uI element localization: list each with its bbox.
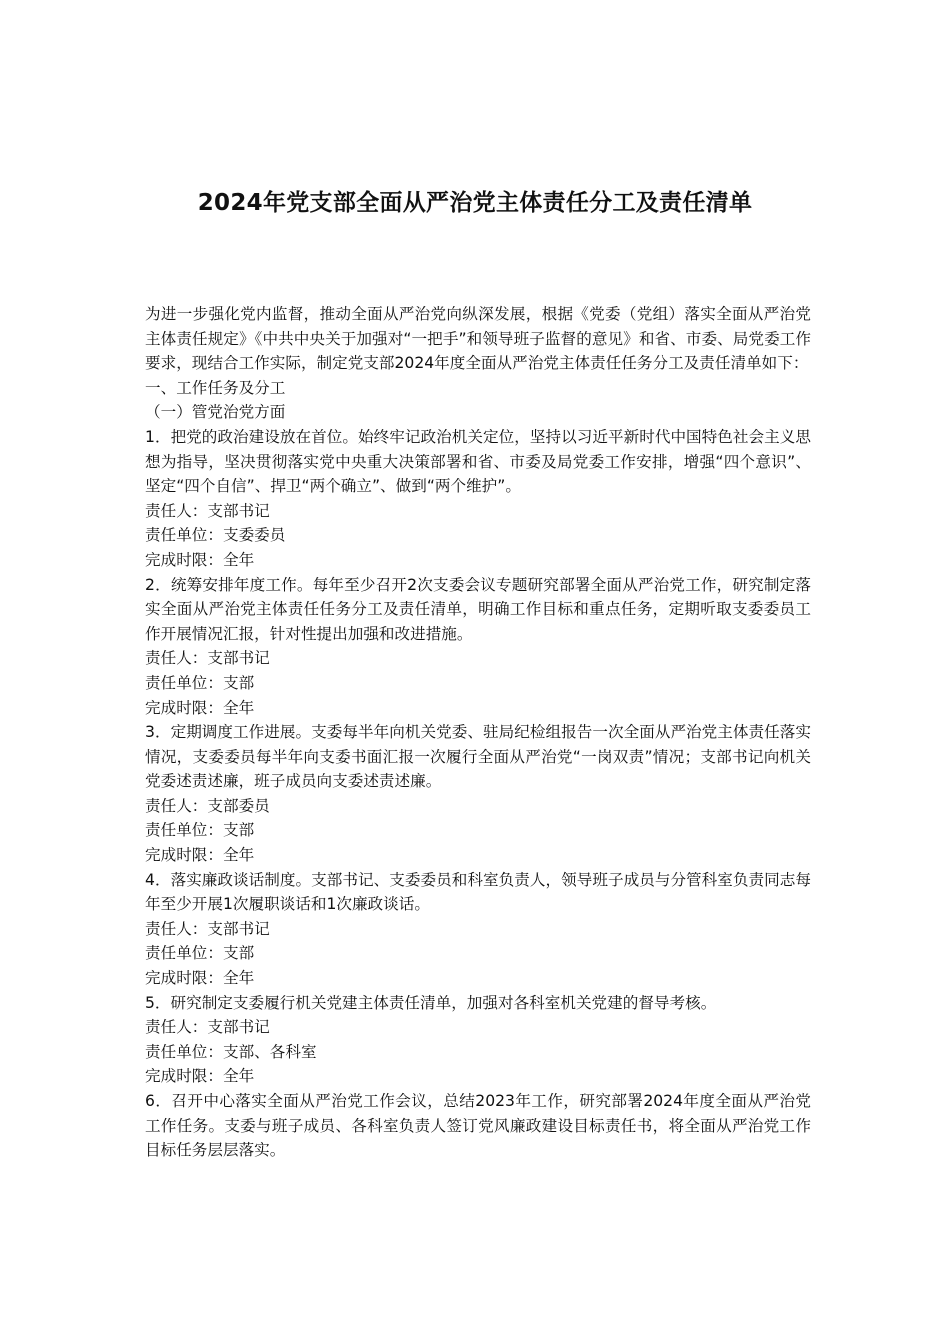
item-2-person: 责任人：支部书记 (145, 649, 270, 668)
section-heading: 一、工作任务及分工 (145, 378, 286, 397)
item-2-deadline: 完成时限：全年 (145, 698, 255, 717)
document-body (145, 302, 811, 1163)
item-4-deadline: 完成时限：全年 (145, 969, 255, 988)
item-5-text: 5．研究制定支委履行机关党建主体责任清单，加强对各科室机关党建的督导考核。 (145, 993, 717, 1012)
item-2-unit: 责任单位：支部 (145, 673, 255, 692)
subsection-heading: （一）管党治党方面 (145, 403, 286, 422)
item-2-text: 2．统筹安排年度工作。每年至少召开2次支委会议专题研究部署全面从严治党工作，研究制定落实全面从严治党主体责任任务分工及责任清单，明确工作目标和重点任务，定期听取支委委员工作开展情况汇报，针对性提出加强和改进措施。 (145, 575, 811, 643)
item-4-text: 4．落实廉政谈话制度。支部书记、支委委员和科室负责人，领导班子成员与分管科室负责同志每年至少开展1次履职谈话和1次廉政谈话。 (145, 870, 811, 914)
item-4-unit: 责任单位：支部 (145, 944, 255, 963)
item-5-deadline: 完成时限：全年 (145, 1067, 255, 1086)
item-3-unit: 责任单位：支部 (145, 821, 255, 840)
item-1-deadline: 完成时限：全年 (145, 550, 255, 569)
item-1-text: 1．把党的政治建设放在首位。始终牢记政治机关定位，坚持以习近平新时代中国特色社会主义思想为指导，坚决贯彻落实党中央重大决策部署和省、市委及局党委工作安排，增强“四个意识”、坚定“四个自信”、捍卫“两个确立”、做到“两个维护”。 (145, 427, 811, 496)
item-5-person: 责任人：支部书记 (145, 1018, 270, 1037)
item-3-deadline: 完成时限：全年 (145, 846, 255, 865)
item-3-person: 责任人：支部委员 (145, 796, 270, 815)
item-5-unit: 责任单位：支部、各科室 (145, 1042, 317, 1061)
item-6-text: 6．召开中心落实全面从严治党工作会议，总结2023年工作，研究部署2024年度全面从严治党工作任务。支委与班子成员、各科室负责人签订党风廉政建设目标责任书，将全面从严治党工作目标任务层层落实。 (145, 1092, 811, 1160)
item-3-text: 3．定期调度工作进展。支委每半年向机关党委、驻局纪检组报告一次全面从严治党主体责任落实情况，支委委员每半年向支委书面汇报一次履行全面从严治党“一岗双责”情况；支部书记向机关党委述责述廉，班子成员向支委述责述廉。 (145, 723, 811, 791)
item-1-person: 责任人：支部书记 (145, 501, 270, 520)
item-1-unit: 责任单位：支委委员 (145, 526, 286, 545)
item-4-person: 责任人：支部书记 (145, 919, 270, 938)
intro-paragraph: 为进一步强化党内监督，推动全面从严治党向纵深发展，根据《党委（党组）落实全面从严治党主体责任规定》《中共中央关于加强对“一把手”和领导班子监督的意见》和省、市委、局党委工作要求，现结合工作实际，制定党支部2024年度全面从严治党主体责任任务分工及责任清单如下： (145, 305, 811, 373)
document-title: 2024年党支部全面从严治党主体责任分工及责任清单 (197, 190, 753, 216)
